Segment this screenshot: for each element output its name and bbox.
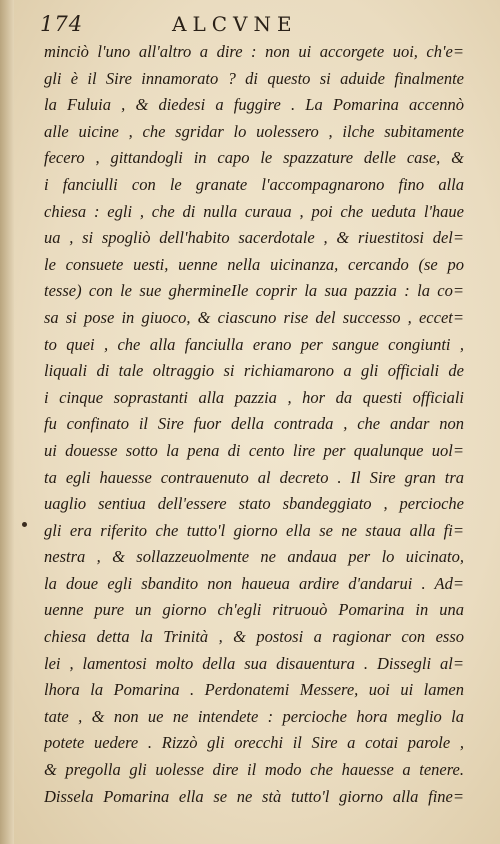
text-line: chiesa detta la Trinità , & postosi a ragionar con esso [44,627,464,647]
text-line: Dissela Pomarina ella se ne stà tutto'l giorno alla fine= [44,786,464,806]
text-line: la Fuluia , & diedesi a fuggire . La Pomarina accennò [44,95,464,115]
running-head: ALCVNE [172,12,298,36]
text-line: gli è il Sire innamorato ? di questo si aduide finalmente [44,68,464,88]
text-line: to quei , che alla fanciulla erano per sangue congiunti , [44,334,464,354]
text-line: tate , & non ue ne intendete : percioche hora meglio la [44,706,464,726]
text-line: lei , lamentosi molto della sua disauentura . Dissegli al= [44,653,464,673]
text-line: i cinque soprastanti alla pazzia , hor da questi officiali [44,387,464,407]
text-line: le consuete uesti, uenne nella uicinanza, cercando (se po [44,254,464,274]
text-line: minciò l'uno all'altro a dire : non ui accorgete uoi, ch'e= [44,42,464,61]
text-line: & pregolla gli uolesse dire il modo che hauesse a tenere. [44,760,464,780]
text-line: potete uedere . Rizzò gli orecchi il Sire a cotai parole , [44,733,464,753]
text-line: ta egli hauesse contrauenuto al decreto . Il Sire gran tra [44,467,464,487]
text-line: ui douesse sotto la pena di cento lire per qualunque uol= [44,440,464,460]
text-line: gli era riferito che tutto'l giorno ella se ne staua alla fi= [44,520,464,540]
text-line: liquali di tale oltraggio si richiamarono a gli officiali de [44,361,464,381]
text-line: uenne pure un giorno ch'egli ritruouò Pomarina in una [44,600,464,620]
text-line: la doue egli sbandito non haueua ardire d'andarui . Ad= [44,573,464,593]
text-line: i fanciulli con le granate l'accompagnarono fino alla [44,174,464,194]
text-line: lhora la Pomarina . Perdonatemi Messere, uoi ui lamen [44,680,464,700]
text-line: ua , si spogliò dell'habito sacerdotale , & riuestitosi del= [44,228,464,248]
binding-gutter [0,0,14,844]
text-line: fu confinato il Sire fuor della contrada , che andar non [44,414,464,434]
page-header [40,12,460,40]
text-line: fecero , gittandogli in capo le spazzature delle case, & [44,148,464,168]
text-line: uaglio sentiua dell'essere stato sbandeggiato , percioche [44,494,464,514]
text-line: tesse) con le sue ghermineIle coprir la sua pazzia : la co= [44,281,464,301]
text-line: chiesa : egli , che di nulla curaua , poi che ueduta l'haue [44,201,464,221]
page-number: 174 [40,12,84,36]
text-line: sa si pose in giuoco, & ciascuno rise del successo , eccet= [44,307,464,327]
margin-dot-mark [22,522,27,527]
text-line: alle uicine , che sgridar lo uolessero , ilche subitamente [44,121,464,141]
body-text [44,39,464,810]
text-line: nestra , & sollazzeuolmente ne andaua per lo uicinato, [44,547,464,567]
